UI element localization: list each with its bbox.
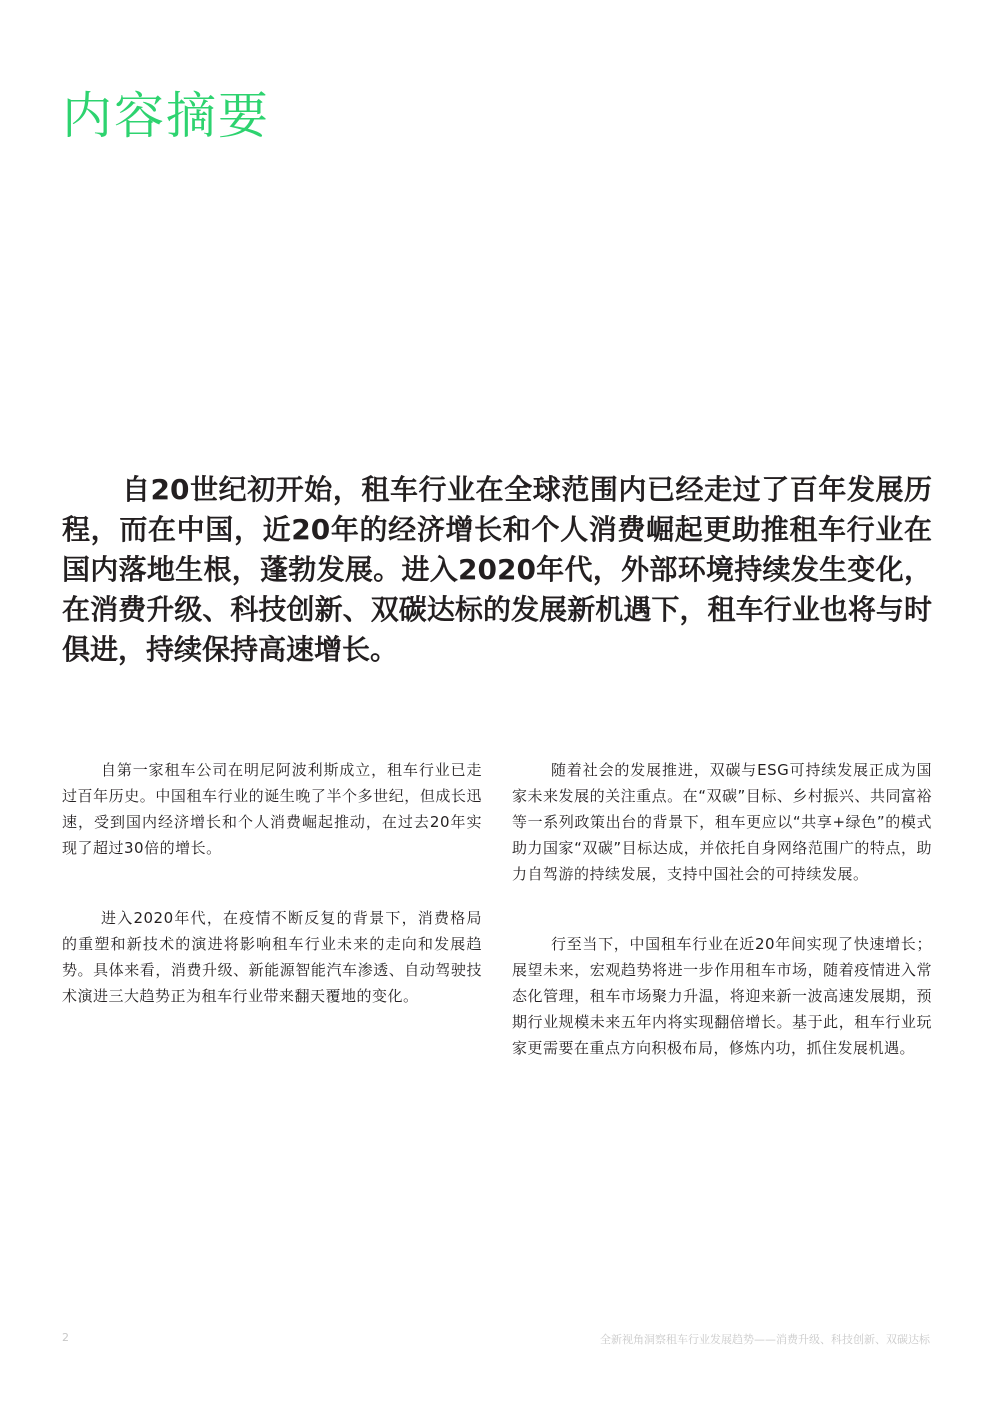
page-number: 2 [62, 1331, 69, 1344]
page-title: 内容摘要 [62, 87, 270, 145]
body-paragraph: 随着社会的发展推进，双碳与ESG可持续发展正成为国家未来发展的关注重点。在“双碳”目标、乡村振兴、共同富裕等一系列政策出台的背景下，租车更应以“共享+绿色”的模式助力国家“双碳”目标达成，并依托自身网络范围广的特点，助力自驾游的持续发展，支持中国社会的可持续发展。 [512, 761, 932, 883]
footer-document-title: 全新视角洞察租车行业发展趋势——消费升级、科技创新、双碳达标 [600, 1333, 930, 1346]
right-column [512, 757, 932, 1105]
body-paragraph: 自第一家租车公司在明尼阿波利斯成立，租车行业已走过百年历史。中国租车行业的诞生晚了半个多世纪，但成长迅速，受到国内经济增长和个人消费崛起推动，在过去20年实现了超过30倍的增长。 [62, 761, 482, 857]
lead-paragraph: 自20世纪初开始，租车行业在全球范围内已经走过了百年发展历程，而在中国，近20年的经济增长和个人消费崛起更助推租车行业在国内落地生根，蓬勃发展。进入2020年代，外部环境持续发生变化，在消费升级、科技创新、双碳达标的发展新机遇下，租车行业也将与时俱进，持续保持高速增长。 [62, 473, 932, 666]
body-paragraph: 行至当下，中国租车行业在近20年间实现了快速增长；展望未来，宏观趋势将进一步作用租车市场，随着疫情进入常态化管理，租车市场聚力升温，将迎来新一波高速发展期，预期行业规模未来五年内将实现翻倍增长。基于此，租车行业玩家更需要在重点方向积极布局，修炼内功，抓住发展机遇。 [512, 935, 932, 1057]
left-column [62, 757, 482, 1053]
body-paragraph: 进入2020年代，在疫情不断反复的背景下，消费格局的重塑和新技术的演进将影响租车行业未来的走向和发展趋势。具体来看，消费升级、新能源智能汽车渗透、自动驾驶技术演进三大趋势正为租车行业带来翻天覆地的变化。 [62, 909, 482, 1005]
